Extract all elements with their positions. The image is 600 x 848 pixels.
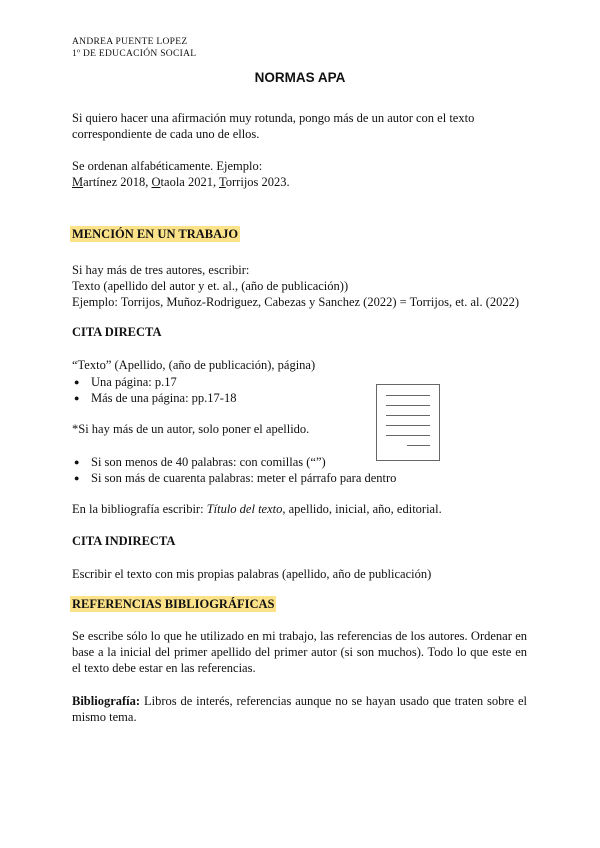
bibliography-format bbox=[72, 501, 442, 517]
referencias-paragraph: Se escribe sólo lo que he utilizado en mi trabajo, las referencias de los autores. Ordenar en base a la inicial del primer apellido del primer autor (si son muchos). Todo lo que este en el texto debe estar en las referencias. bbox=[72, 629, 527, 675]
heading-cita-indirecta: CITA INDIRECTA bbox=[72, 534, 176, 548]
page-title: NORMAS APA bbox=[254, 70, 346, 85]
intro-paragraph bbox=[72, 110, 474, 142]
heading-referencias-text: REFERENCIAS BIBLIOGRÁFICAS bbox=[72, 597, 275, 611]
example-rest-1: artínez 2018, bbox=[83, 175, 152, 189]
mencion-paragraph bbox=[72, 262, 519, 310]
example-rest-3: orrijos 2023. bbox=[225, 175, 290, 189]
heading-cita-directa: CITA DIRECTA bbox=[72, 325, 162, 339]
mencion-line-3: Ejemplo: Torrijos, Muñoz-Rodriguez, Cabezas y Sanchez (2022) = Torrijos, et. al. (2022) bbox=[72, 295, 520, 309]
document-lines-icon bbox=[376, 384, 440, 461]
list-item: ● Más de una página: pp.17-18 bbox=[72, 390, 236, 406]
cita-directa-format: “Texto” (Apellido, (año de publicación), página) bbox=[72, 358, 316, 372]
order-paragraph bbox=[72, 158, 290, 190]
author-name: ANDREA PUENTE LOPEZ bbox=[72, 37, 188, 47]
bibliography-format-italic: Título del texto bbox=[206, 502, 283, 516]
author-note: *Si hay más de un autor, solo poner el apellido. bbox=[72, 422, 310, 436]
bibliography-format-post: , apellido, inicial, año, editorial. bbox=[282, 502, 442, 516]
length-rules-list bbox=[72, 454, 396, 486]
page-number-list bbox=[72, 374, 236, 406]
intro-line-2: correspondiente de cada uno de ellos. bbox=[72, 127, 260, 141]
heading-mencion-text: MENCIÓN EN UN TRABAJO bbox=[72, 227, 239, 241]
intro-line-1: Si quiero hacer una afirmación muy rotunda, pongo más de un autor con el texto bbox=[72, 111, 475, 125]
document-header bbox=[72, 36, 196, 60]
order-example bbox=[72, 174, 290, 190]
list-item: ● Si son más de cuarenta palabras: meter el párrafo para dentro bbox=[72, 470, 396, 486]
cita-indirecta-text: Escribir el texto con mis propias palabras (apellido, año de publicación) bbox=[72, 567, 432, 581]
mencion-line-2: Texto (apellido del autor y et. al., (año de publicación)) bbox=[72, 279, 349, 293]
heading-referencias bbox=[72, 597, 276, 612]
bibliografia-paragraph bbox=[72, 693, 527, 725]
heading-mencion bbox=[72, 227, 240, 242]
bibliografia-text: Libros de interés, referencias aunque no se hayan usado que traten sobre el mismo tema. bbox=[72, 694, 527, 724]
mencion-line-1: Si hay más de tres autores, escribir: bbox=[72, 263, 250, 277]
example-rest-2: taola 2021, bbox=[160, 175, 219, 189]
order-line-1: Se ordenan alfabéticamente. Ejemplo: bbox=[72, 159, 263, 173]
bibliography-format-pre: En la bibliografía escribir: bbox=[72, 502, 207, 516]
example-initial-2: O bbox=[151, 175, 161, 189]
example-initial-3: T bbox=[219, 175, 226, 189]
course-name: 1º DE EDUCACIÓN SOCIAL bbox=[72, 49, 197, 59]
list-item: ● Si son menos de 40 palabras: con comillas (“”) bbox=[72, 454, 396, 470]
example-initial-1: M bbox=[72, 175, 84, 189]
list-item: ● Una página: p.17 bbox=[72, 374, 236, 390]
bibliografia-label: Bibliografía: bbox=[72, 694, 141, 708]
